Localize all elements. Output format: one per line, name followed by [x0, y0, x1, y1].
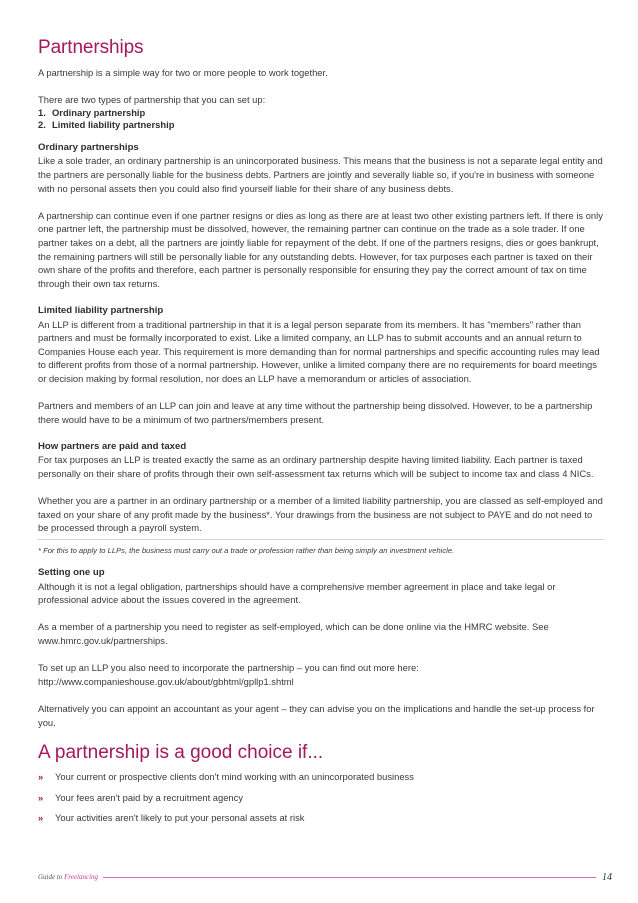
footer-rule: [103, 877, 596, 878]
list-item: » Your fees aren't paid by a recruitment agency: [38, 791, 244, 803]
chevron-right-icon: »: [38, 812, 44, 824]
setup-paragraph-1: Although it is not a legal obligation, partnerships should have a comprehensive member agreement in place and take legal or professional advice about the issues covered in the agreement.: [38, 580, 556, 606]
footnote: * For this to apply to LLPs, the business must carry out a trade or profession rather than being simply an investment vehicle.: [38, 546, 455, 555]
choice-list: [38, 771, 604, 824]
divider: [38, 539, 604, 540]
partnership-types-list: [38, 107, 604, 132]
setup-paragraph-4: Alternatively you can appoint an accountant as your agent – they can advise you on the implications and handle the set-up process for you.: [38, 702, 595, 728]
paid-paragraph-1: For tax purposes an LLP is treated exactly the same as an ordinary partnership despite having limited liability. Each partner is taxed personally on their share of profits through their own self-assessment tax returns which will be subject to income tax and class 4 NICs.: [38, 454, 594, 480]
list-item: » Your current or prospective clients don't mind working with an unincorporated business: [38, 771, 414, 783]
setup-paragraph-3: To set up an LLP you also need to incorporate the partnership – you can find out more here: http://www.companieshouse.gov.uk/about/gbhtml/gpllp1.shtml: [38, 662, 419, 687]
page-footer: [38, 870, 612, 884]
llp-paragraph-2: Partners and members of an LLP can join and leave at any time without the partnership being dissolved. However, to be a partnership there would have to be a minimum of two partners/members present.: [38, 400, 593, 425]
ordinary-heading: Ordinary partnerships: [38, 141, 139, 153]
list-item: » Your activities aren't likely to put your personal assets at risk: [38, 812, 305, 824]
page-number: 14: [602, 871, 612, 883]
page-title: Partnerships: [38, 37, 144, 58]
types-intro: There are two types of partnership that you can set up:: [38, 94, 266, 106]
paid-paragraph-2: Whether you are a partner in an ordinary partnership or a member of a limited liability partnership, you are classed as self-employed and taxed on your share of any profit made by the business*. Your drawings from the business are not subject to PAYE and do not need to be processed through a payroll system.: [38, 495, 603, 534]
intro-paragraph: A partnership is a simple way for two or more people to work together.: [38, 67, 328, 78]
list-item: 2. Limited liability partnership: [38, 119, 175, 131]
ordinary-paragraph-1: Like a sole trader, an ordinary partnership is an unincorporated business. This means that the business is not a separate legal entity and the partners are personally liable for the business debts. Partners are jointly and severally liable so, if you're in business with someone with no personal assets then you could also find yourself liable for their share of any business debts.: [38, 155, 603, 194]
llp-heading: Limited liability partnership: [38, 304, 164, 316]
ordinary-paragraph-2: A partnership can continue even if one partner resigns or dies as long as there are at least two other existing partners left. If there is only one partner left, the partnership must be dissolved, however, the remaining partner can continue on the trade as a sole trader. If one partner takes on a debt, all the partners are jointly liable for repayment of the debt. If one of the partners resigns, dies or goes bankrupt, the remaining partners will still be personally liable for any outstanding debts. However, for tax purposes each partner is taxed on their own share of the profits and therefore, each partner is personally responsible for ensuring they pay the correct amount of tax on time through their own tax returns.: [38, 209, 603, 289]
footer-guide-title: Guide to Freelancing: [38, 873, 99, 881]
llp-paragraph-1: An LLP is different from a traditional partnership in that it is a legal person separate from its members. It has "members" rather than partners and must be formally incorporated to exist. Like a limited company, an LLP has to submit accounts and an annual return to Companies House each year. This requirement is more demanding than for normal partnerships and specific accounting rules may lead to different profits from those of a normal partnership. However, unlike a limited company there are no requirements for board meetings or decision making by formal resolution, nor does an LLP have a memorandum or articles of association.: [38, 318, 600, 384]
chevron-right-icon: »: [38, 791, 44, 803]
setup-paragraph-2: As a member of a partnership you need to register as self-employed, which can be done online via the HMRC website. See www.hmrc.gov.uk/partnerships.: [38, 621, 549, 646]
chevron-right-icon: »: [38, 771, 44, 783]
list-item: 1. Ordinary partnership: [38, 106, 146, 118]
setup-heading: Setting one up: [38, 567, 105, 578]
page-content: [38, 36, 604, 833]
choice-heading: A partnership is a good choice if...: [38, 742, 324, 764]
paid-heading: How partners are paid and taxed: [38, 440, 187, 452]
